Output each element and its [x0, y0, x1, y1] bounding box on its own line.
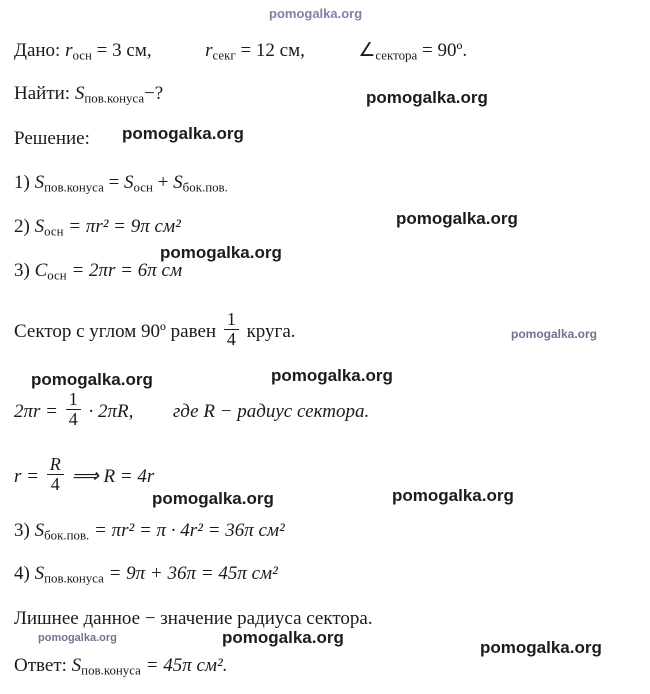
watermark: pomogalka.org — [396, 209, 518, 228]
step-2 — [14, 216, 181, 239]
watermark: pomogalka.org — [511, 327, 598, 341]
watermark: pomogalka.org — [160, 243, 282, 262]
answer-label: Ответ: — [14, 655, 67, 676]
find-line — [14, 83, 163, 106]
watermark: pomogalka.org — [480, 638, 602, 657]
watermark: pomogalka.org — [269, 6, 363, 21]
watermark: pomogalka.org — [122, 124, 244, 143]
equation-circumference — [14, 390, 369, 429]
extra-data-note: Лишнее данное − значение радиуса сектора. — [14, 608, 373, 629]
answer-body: = 45π см². — [145, 655, 228, 676]
step-4-number: 4) — [14, 563, 30, 584]
step-3b-S-lateral: $S_{бок.пов.}$ — [34, 520, 90, 543]
step-3b-number: 3) — [14, 520, 30, 541]
equation-right: · 2πR, — [88, 400, 134, 422]
given-angle-value: = 90º. — [421, 40, 468, 61]
step-4-body: = 9π + 36π = 45π см² — [108, 563, 278, 584]
given-angle-symbol: $\angle_{сектора}$ — [358, 40, 418, 63]
step-1-S-total: $S_{пов.конуса}$ — [34, 172, 104, 195]
step-2-S-base: $S_{осн}$ — [34, 216, 64, 239]
given-r-osn: $r_{осн}$ — [65, 40, 92, 63]
step-1 — [14, 172, 228, 195]
given-r-sekt: $r_{секг}$ — [205, 40, 236, 63]
solution-label: Решение: — [14, 128, 90, 149]
step-1-plus: + — [157, 172, 169, 193]
step-4 — [14, 563, 278, 586]
step-3b — [14, 520, 285, 543]
equation-radius — [14, 455, 154, 494]
equation-radius-right: ⟹ R = 4r — [71, 465, 155, 487]
step-1-number: 1) — [14, 172, 30, 193]
sector-text-start: Сектор с углом 90º равен — [14, 320, 217, 342]
watermark: pomogalka.org — [222, 628, 344, 647]
given-r-sekt-value: = 12 см, — [240, 40, 305, 61]
sector-text-end: круга. — [246, 320, 296, 342]
equation-left: 2πr = — [14, 400, 58, 422]
watermark: pomogalka.org — [271, 366, 393, 385]
step-1-equals: = — [108, 172, 120, 193]
given-line — [14, 40, 467, 63]
find-value: −? — [144, 83, 164, 104]
step-3b-body: = πr² = π · 4r² = 36π см² — [94, 520, 285, 541]
watermark: pomogalka.org — [31, 370, 153, 389]
step-3-C-base: $C_{осн}$ — [34, 260, 67, 283]
watermark: pomogalka.org — [38, 632, 117, 644]
step-2-body: = πr² = 9π см² — [68, 216, 181, 237]
step-2-number: 2) — [14, 216, 30, 237]
fraction-one-quarter: $\frac{1}{4}$ — [224, 310, 239, 349]
given-label: Дано: — [14, 40, 61, 61]
step-3-number: 3) — [14, 260, 30, 281]
sector-statement — [14, 310, 296, 349]
find-S: $S_{пов.конуса}$ — [74, 83, 145, 106]
equation-radius-left: r = — [14, 465, 39, 487]
fraction-R-over-4: $\frac{R}{4}$ — [47, 455, 64, 494]
step-4-S-total: $S_{пов.конуса}$ — [34, 563, 104, 586]
watermark: pomogalka.org — [152, 489, 274, 508]
step-3-body: = 2πr = 6π см — [71, 260, 183, 281]
watermark: pomogalka.org — [392, 486, 514, 505]
find-label: Найти: — [14, 83, 71, 104]
given-r-osn-value: = 3 см, — [96, 40, 152, 61]
answer-line — [14, 655, 228, 678]
answer-S: $S_{пов.конуса}$ — [71, 655, 141, 678]
step-1-S-lateral: $S_{бок.пов.}$ — [173, 172, 228, 195]
fraction-one-quarter-2: $\frac{1}{4}$ — [66, 390, 81, 429]
watermark: pomogalka.org — [366, 88, 488, 107]
step-1-S-base: $S_{осн}$ — [124, 172, 153, 195]
equation-note: где R − радиус сектора. — [172, 400, 370, 422]
step-3 — [14, 260, 182, 283]
